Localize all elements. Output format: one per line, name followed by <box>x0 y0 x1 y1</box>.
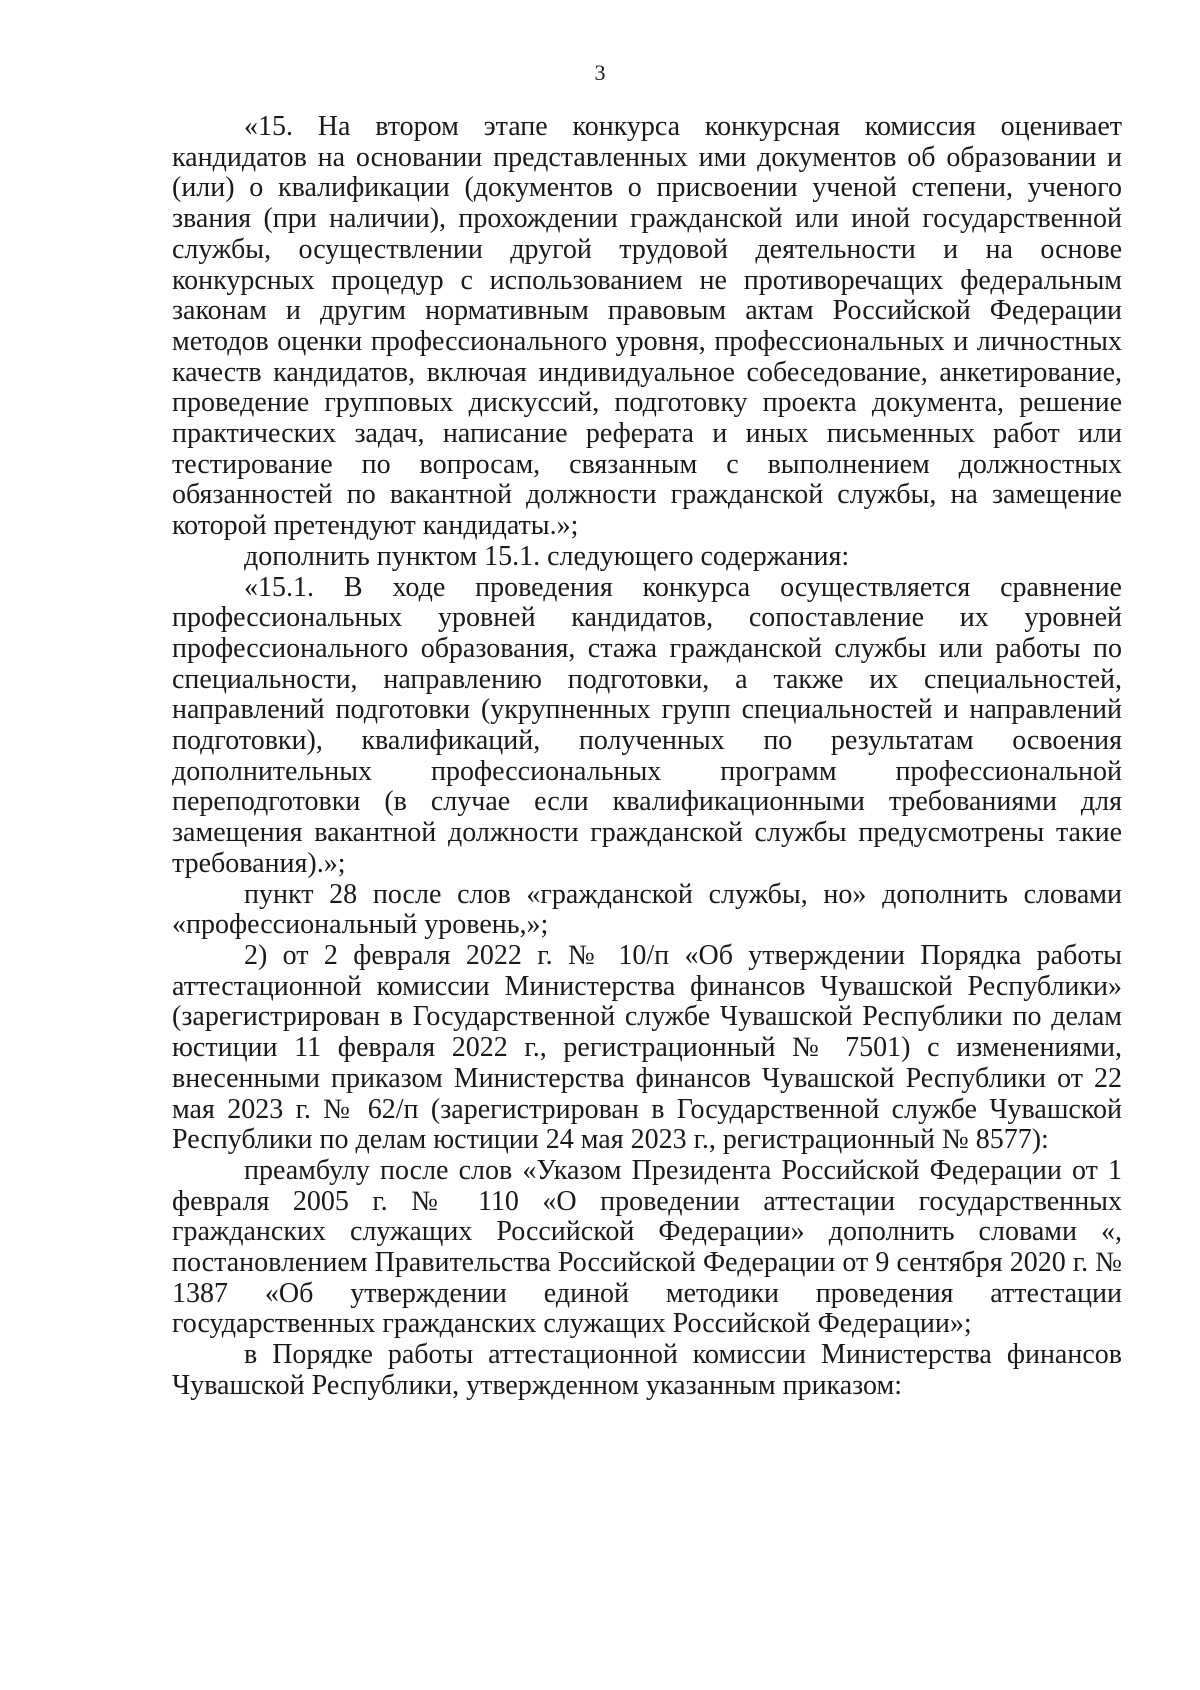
paragraph-item-15: «15. На втором этапе конкурса конкурсная комиссия оценивает кандидатов на основании представленных ими документов об образовании и (или) о квалификации (документов о присвоении ученой степени, ученого звания (при наличии), прохождении гражданской или иной государственной службы, осуществлении другой трудовой деятельности и на основе конкурсных процедур с использованием не противоречащих федеральным законам и другим нормативным правовым актам Российской Федерации методов оценки профессионального уровня, профессиональных и личностных качеств кандидатов, включая индивидуальное собеседование, анкетирование, проведение групповых дискуссий, подготовку проекта документа, решение практических задач, написание реферата и иных письменных работ или тестирование по вопросам, связанным с выполнением должностных обязанностей по вакантной должности гражданской службы, на замещение которой претендуют кандидаты.»; <box>172 111 1122 542</box>
document-body <box>172 112 1122 1402</box>
paragraph-procedure-intro: в Порядке работы аттестационной комиссии Министерства финансов Чувашской Республики, утвержденном указанным приказом: <box>172 1339 1122 1401</box>
paragraph-add-15-1-intro: дополнить пунктом 15.1. следующего содержания: <box>244 540 850 572</box>
paragraph-item-15-1: «15.1. В ходе проведения конкурса осуществляется сравнение профессиональных уровней кандидатов, сопоставление их уровней профессионального образования, стажа гражданской службы или работы по специальности, направлению подготовки, а также их специальностей, направлений подготовки (укрупненных групп специальностей и направлений подготовки), квалификаций, полученных по результатам освоения дополнительных профессиональных программ профессиональной переподготовки (в случае если квалификационными требованиями для замещения вакантной должности гражданской службы предусмотрены такие требования).»; <box>172 571 1122 879</box>
paragraph-preamble-amendment: преамбулу после слов «Указом Президента Российской Федерации от 1 февраля 2005 г. № 110 «О проведении аттестации государственных гражданских служащих Российской Федерации» дополнить словами «, постановлением Правительства Российской Федерации от 9 сентября 2020 г. № 1387 «Об утверждении единой методики проведения аттестации государственных гражданских служащих Российской Федерации»; <box>172 1154 1122 1340</box>
paragraph-item-28-amendment: пункт 28 после слов «гражданской службы, но» дополнить словами «профессиональный уровень,»; <box>172 878 1122 941</box>
paragraph-order-2: 2) от 2 февраля 2022 г. № 10/п «Об утверждении Порядка работы аттестационной комиссии Министерства финансов Чувашской Республики» (зарегистрирован в Государственной службе Чувашской Республики по делам юстиции 11 февраля 2022 г., регистрационный № 7501) с изменениями, внесенными приказом Министерства финансов Чувашской Республики от 22 мая 2023 г. № 62/п (зарегистрирован в Государственной службе Чувашской Республики по делам юстиции 24 мая 2023 г., регистрационный № 8577): <box>172 939 1122 1156</box>
page-number: 3 <box>594 60 606 85</box>
